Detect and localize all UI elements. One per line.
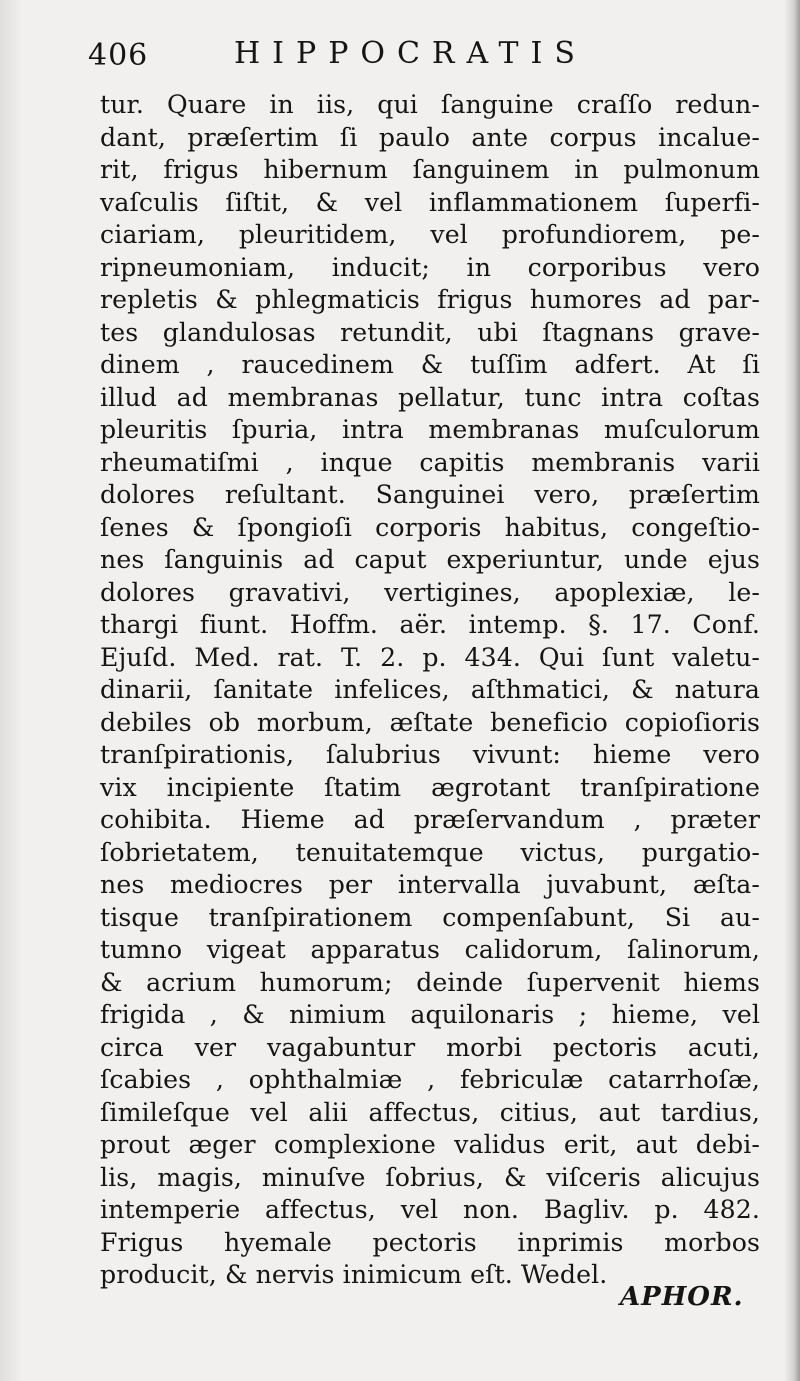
text-line: dinem , raucedinem & tuſſim adfert. At ſi [100, 350, 760, 379]
text-line: vaſculis ſiſtit, & vel inflammationem ſuperfi- [100, 187, 760, 217]
page-number: 406 [88, 38, 149, 73]
text-line: intemperie affectus, vel non. Bagliv. p. 482. [100, 1195, 760, 1224]
running-head: HIPPOCRATIS [234, 36, 587, 71]
text-line: dant, præſertim ſi paulo ante corpus incalue- [100, 122, 760, 152]
catchword: APHOR. [620, 1282, 744, 1312]
text-line: prout æger complexione validus erit, aut debi- [100, 1130, 760, 1159]
text-line: tisque tranſpirationem compenſabunt, Si au- [100, 902, 760, 932]
text-line: vix incipiente ſtatim ægrotant tranſpiratione [100, 772, 760, 802]
text-line: dolores gravativi, vertigines, apoplexiæ, le- [100, 577, 760, 607]
text-line: debiles ob morbum, æſtate beneficio copioſioris [100, 707, 760, 737]
text-line: frigida , & nimium aquilonaris ; hieme, vel [100, 1000, 760, 1029]
gutter-shadow [0, 0, 22, 1381]
text-line: ripneumoniam, inducit; in corporibus vero [100, 252, 760, 282]
body-text [100, 89, 760, 1292]
text-line: tumno vigeat apparatus calidorum, ſalinorum, [100, 935, 760, 964]
text-line: ſimileſque vel alii affectus, citius, aut tardius, [100, 1097, 760, 1127]
text-line: producit, & nervis inimicum eſt. Wedel. [100, 1260, 608, 1289]
page-header [88, 30, 608, 80]
text-line: nes mediocres per intervalla juvabunt, æſta- [100, 870, 760, 899]
text-line: dolores reſultant. Sanguinei vero, præſertim [100, 480, 760, 509]
text-line: ciariam, pleuritidem, vel profundiorem, pe- [100, 220, 760, 249]
text-line: ſobrietatem, tenuitatemque victus, purgatio- [100, 837, 760, 867]
text-line: pleuritis ſpuria, intra membranas muſculorum [100, 415, 760, 444]
text-line: tranſpirationis, ſalubrius vivunt: hieme vero [100, 740, 760, 769]
text-line: lis, magis, minuſve ſobrius, & viſceris alicujus [100, 1162, 760, 1192]
text-line: repletis & phlegmaticis frigus humores ad par- [100, 285, 760, 314]
text-line: tes glandulosas retundit, ubi ſtagnans grave- [100, 317, 760, 347]
text-line: thargi fiunt. Hoffm. aër. intemp. §. 17. Conf. [100, 610, 760, 639]
text-line: tur. Quare in iis, qui ſanguine craſſo redun- [100, 90, 760, 119]
text-line: & acrium humorum; deinde ſupervenit hiems [100, 967, 760, 997]
text-line: cohibita. Hieme ad præſervandum , præter [100, 805, 760, 834]
text-line: dinarii, ſanitate infelices, aſthmatici, & natura [100, 675, 760, 704]
text-line: Ejuſd. Med. rat. T. 2. p. 434. Qui ſunt valetu- [100, 642, 760, 672]
page-edge-shadow [784, 0, 800, 1381]
text-line: Frigus hyemale pectoris inprimis morbos [100, 1227, 760, 1257]
text-line: rit, frigus hibernum ſanguinem in pulmonum [100, 155, 760, 184]
text-line: ſenes & ſpongioſi corporis habitus, congeſtio- [100, 512, 760, 542]
text-line: rheumatiſmi , inque capitis membranis varii [100, 447, 760, 477]
text-line: ſcabies , ophthalmiæ , febriculæ catarrhoſæ, [100, 1065, 760, 1094]
text-line: illud ad membranas pellatur, tunc intra coſtas [100, 382, 760, 412]
text-line: nes ſanguinis ad caput experiuntur, unde ejus [100, 545, 760, 574]
text-line: circa ver vagabuntur morbi pectoris acuti, [100, 1032, 760, 1062]
